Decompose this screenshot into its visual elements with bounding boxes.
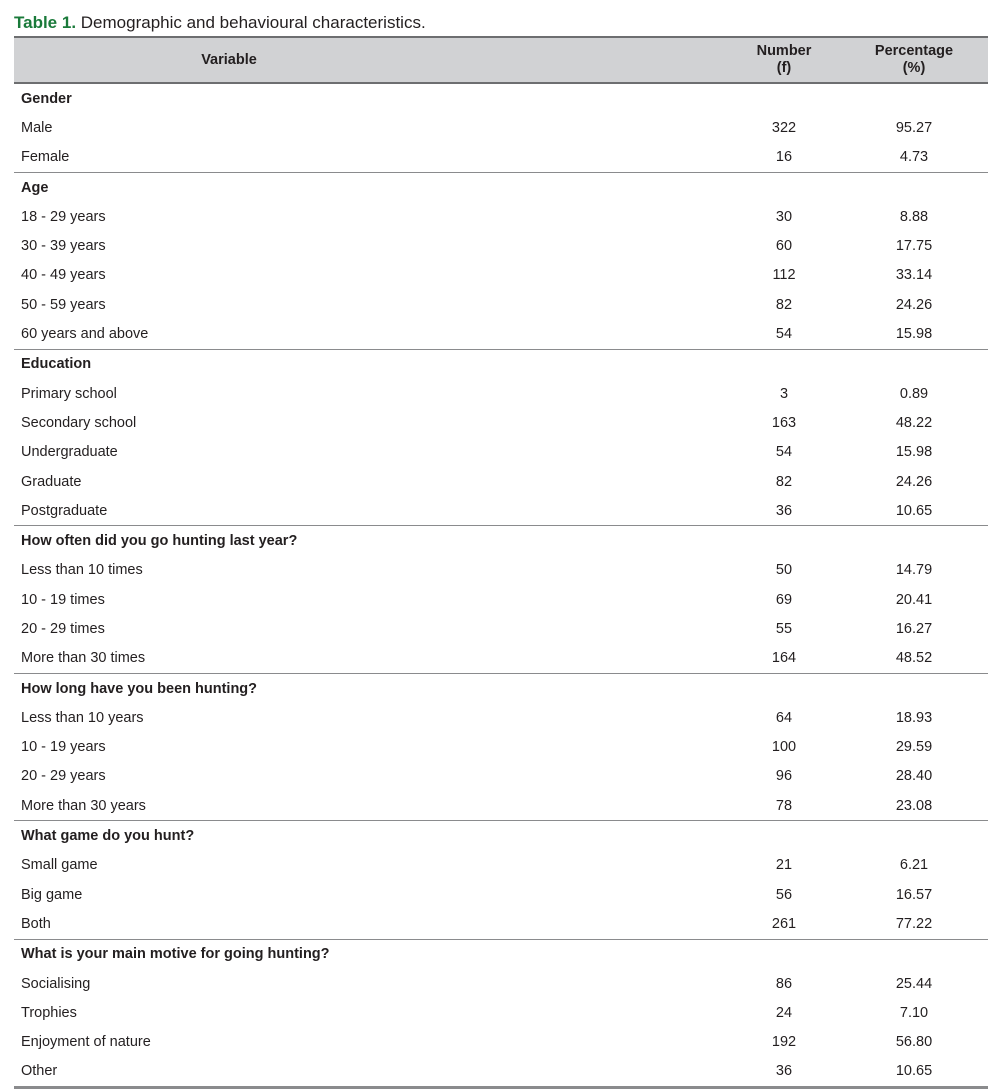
table-row xyxy=(14,614,988,643)
row-number: 60 xyxy=(775,238,793,255)
table-header xyxy=(14,37,988,83)
row-label: 30 - 39 years xyxy=(21,238,106,255)
row-percentage: 77.22 xyxy=(844,909,988,939)
row-percentage: 18.93 xyxy=(895,709,933,726)
row-number: 55 xyxy=(775,620,793,637)
header-number xyxy=(694,37,844,83)
group-header-row xyxy=(14,673,988,703)
row-percentage: 33.14 xyxy=(895,267,933,284)
row-number: 24 xyxy=(775,1004,793,1021)
table-row xyxy=(14,733,988,762)
row-label: Undergraduate xyxy=(21,444,118,461)
row-number: 322 xyxy=(771,119,797,136)
row-label: 50 - 59 years xyxy=(21,296,106,313)
table-row xyxy=(14,408,988,437)
row-percentage: 20.41 xyxy=(895,591,933,608)
group-title: What is your main motive for going hunting? xyxy=(21,946,330,963)
row-number: 100 xyxy=(771,739,797,756)
row-percentage: 29.59 xyxy=(895,739,933,756)
table-row xyxy=(14,1057,988,1088)
table-group xyxy=(14,939,988,1087)
header-number-label: Number xyxy=(756,43,812,59)
row-number: 192 xyxy=(771,1034,797,1051)
row-number: 56 xyxy=(775,886,793,903)
row-number: 96 xyxy=(775,768,793,785)
group-header-row xyxy=(14,526,988,556)
row-label: 20 - 29 years xyxy=(21,768,106,785)
row-label: Trophies xyxy=(21,1004,77,1021)
table-row xyxy=(14,202,988,231)
table-row xyxy=(14,319,988,349)
table-row xyxy=(14,909,988,939)
row-label: More than 30 times xyxy=(14,644,694,674)
row-number: 82 xyxy=(775,473,793,490)
row-percentage: 7.10 xyxy=(899,1004,929,1021)
table-row xyxy=(14,556,988,585)
table-row xyxy=(14,496,988,526)
row-number: 78 xyxy=(694,791,844,821)
row-percentage: 23.08 xyxy=(844,791,988,821)
table-group xyxy=(14,673,988,820)
row-number: 64 xyxy=(775,709,793,726)
row-number: 261 xyxy=(694,909,844,939)
row-number: 36 xyxy=(694,496,844,526)
row-label: More than 30 years xyxy=(14,791,694,821)
row-number: 69 xyxy=(775,591,793,608)
demographics-table xyxy=(14,36,988,1089)
row-percentage: 4.73 xyxy=(844,143,988,173)
header-percentage xyxy=(844,37,988,83)
row-label: Other xyxy=(14,1057,694,1088)
table-row xyxy=(14,438,988,467)
row-label: Enjoyment of nature xyxy=(21,1034,151,1051)
group-title: How long have you been hunting? xyxy=(21,680,258,697)
row-label: Small game xyxy=(21,857,98,874)
row-number: 50 xyxy=(775,562,793,579)
header-percentage-label: Percentage xyxy=(874,43,954,59)
group-header-row xyxy=(14,939,988,969)
row-label: Socialising xyxy=(21,975,91,992)
row-number: 54 xyxy=(694,319,844,349)
row-label: Big game xyxy=(21,886,83,903)
table-row xyxy=(14,290,988,319)
table-caption xyxy=(14,12,426,34)
table-group xyxy=(14,83,988,172)
group-header-row xyxy=(14,349,988,379)
row-label: 10 - 19 times xyxy=(21,591,105,608)
group-title: Gender xyxy=(21,90,72,107)
row-number: 164 xyxy=(694,644,844,674)
row-label: 20 - 29 times xyxy=(21,620,105,637)
group-header-row xyxy=(14,821,988,851)
row-percentage: 10.65 xyxy=(844,1057,988,1088)
table-row xyxy=(14,880,988,909)
row-label: 40 - 49 years xyxy=(21,267,106,284)
row-percentage: 15.98 xyxy=(844,319,988,349)
row-percentage: 14.79 xyxy=(895,562,933,579)
table-row xyxy=(14,585,988,614)
row-percentage: 16.57 xyxy=(895,886,933,903)
row-number: 16 xyxy=(694,143,844,173)
row-percentage: 24.26 xyxy=(895,296,933,313)
table-row xyxy=(14,998,988,1027)
header-percentage-unit: (%) xyxy=(902,60,926,76)
table-row xyxy=(14,762,988,791)
row-percentage: 95.27 xyxy=(895,119,933,136)
table-row xyxy=(14,231,988,260)
row-percentage: 16.27 xyxy=(895,620,933,637)
table-row xyxy=(14,1028,988,1057)
table-row xyxy=(14,791,988,821)
table-group xyxy=(14,349,988,526)
row-percentage: 48.22 xyxy=(895,414,933,431)
table-group xyxy=(14,526,988,673)
row-percentage: 17.75 xyxy=(895,238,933,255)
row-percentage: 10.65 xyxy=(844,496,988,526)
table-label: Table 1. xyxy=(14,13,77,32)
table-title: Demographic and behavioural characteristics. xyxy=(76,13,426,32)
row-label: Secondary school xyxy=(21,414,137,431)
header-number-unit: (f) xyxy=(776,60,792,76)
table-row xyxy=(14,379,988,408)
group-title: Age xyxy=(21,179,49,196)
table-row xyxy=(14,113,988,142)
row-percentage: 6.21 xyxy=(899,857,929,874)
group-title: What game do you hunt? xyxy=(21,828,195,845)
header-variable: Variable xyxy=(14,37,694,83)
row-percentage: 24.26 xyxy=(895,473,933,490)
table-row xyxy=(14,143,988,173)
row-percentage: 28.40 xyxy=(895,768,933,785)
table-row xyxy=(14,261,988,290)
row-percentage: 0.89 xyxy=(899,385,929,402)
row-label: Both xyxy=(14,909,694,939)
row-percentage: 25.44 xyxy=(895,975,933,992)
row-percentage: 56.80 xyxy=(895,1034,933,1051)
row-percentage: 15.98 xyxy=(895,444,933,461)
row-number: 21 xyxy=(775,857,793,874)
row-percentage: 48.52 xyxy=(844,644,988,674)
row-label: 18 - 29 years xyxy=(21,208,106,225)
table-row xyxy=(14,969,988,998)
group-header-row xyxy=(14,83,988,113)
row-label: Less than 10 times xyxy=(21,562,143,579)
table-group xyxy=(14,172,988,349)
row-label: Less than 10 years xyxy=(21,709,144,726)
table-row xyxy=(14,644,988,674)
row-label: Female xyxy=(14,143,694,173)
table-row xyxy=(14,703,988,732)
row-number: 112 xyxy=(772,267,796,284)
row-number: 86 xyxy=(775,975,793,992)
row-number: 36 xyxy=(694,1057,844,1088)
row-label: Graduate xyxy=(21,473,82,490)
table-group xyxy=(14,821,988,939)
row-number: 82 xyxy=(775,296,793,313)
group-title: How often did you go hunting last year? xyxy=(21,533,298,550)
row-label: 10 - 19 years xyxy=(21,739,106,756)
row-percentage: 8.88 xyxy=(899,208,929,225)
row-label: Postgraduate xyxy=(14,496,694,526)
row-number: 30 xyxy=(775,208,793,225)
group-title: Education xyxy=(21,356,92,373)
header-row xyxy=(14,37,988,83)
row-label: 60 years and above xyxy=(14,319,694,349)
row-number: 3 xyxy=(779,385,789,402)
row-number: 163 xyxy=(771,414,797,431)
row-label: Male xyxy=(21,119,53,136)
row-number: 54 xyxy=(775,444,793,461)
table-row xyxy=(14,851,988,880)
table-row xyxy=(14,467,988,496)
group-header-row xyxy=(14,172,988,202)
row-label: Primary school xyxy=(21,385,117,402)
